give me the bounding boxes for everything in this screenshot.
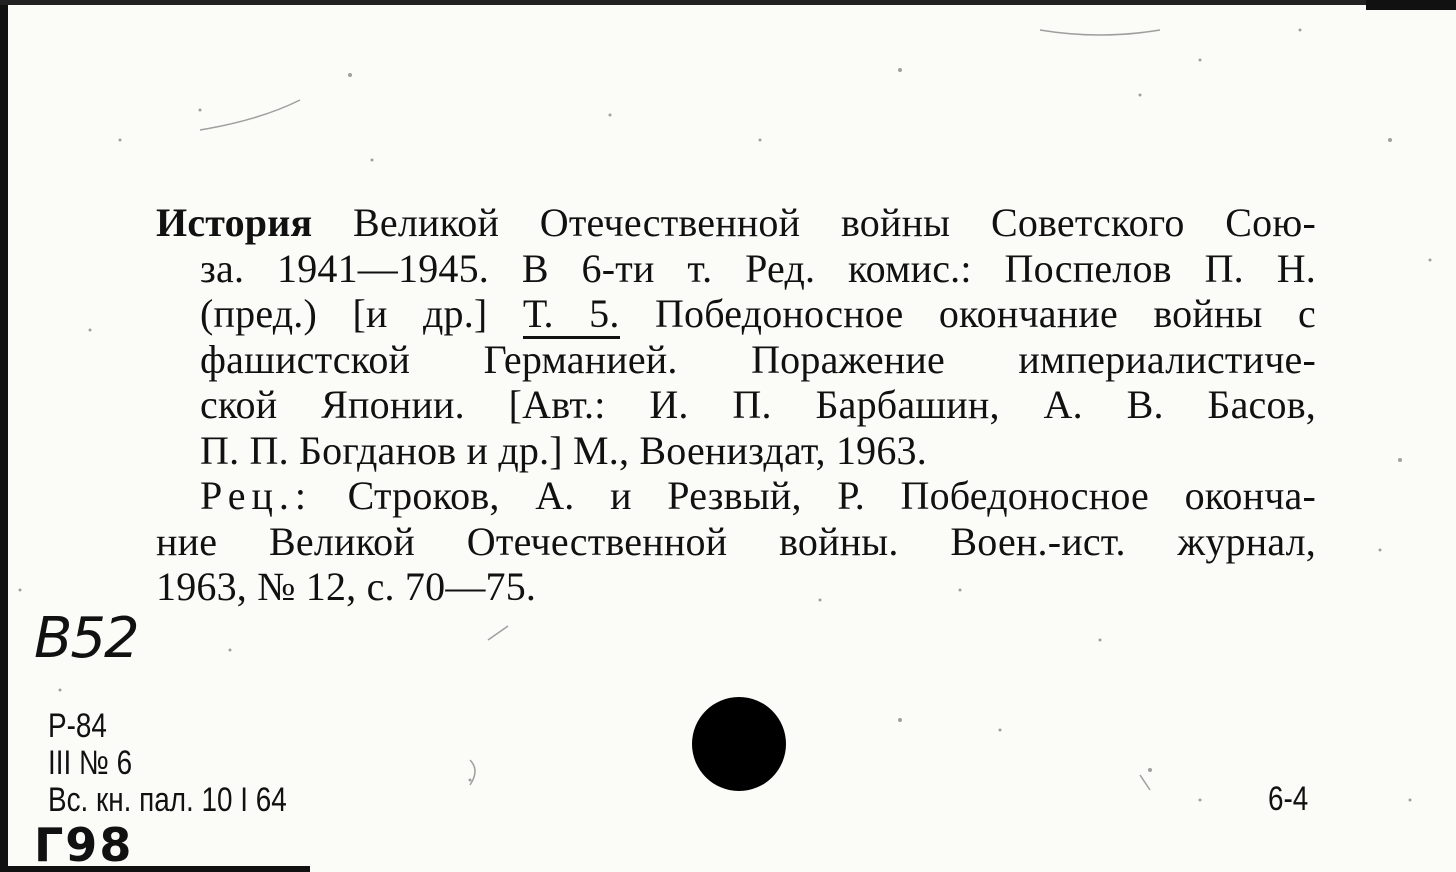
page-code: 6-4 [1268, 780, 1309, 818]
entry-title-rest: Великой Отечественной войны Советского Сою- [312, 200, 1316, 245]
entry-title-word: История [156, 200, 313, 245]
handwritten-shelf-mark: B52 [34, 606, 138, 671]
volume-underlined: Т. 5. [523, 291, 620, 339]
entry-line-4: фашистской Германией. Поражение империалистиче- [200, 336, 1316, 382]
entry-line-1 [156, 200, 1316, 246]
handwritten-code: Г98 [34, 818, 134, 872]
entry-line-6: П. П. Богданов и др.] М., Воениздат, 1963. [200, 427, 927, 473]
meta-line-2: III № 6 [48, 744, 133, 782]
card-metadata [48, 708, 287, 819]
punch-hole [692, 697, 786, 791]
review-line-2: ние Великой Отечественной войны. Воен.-ист. журнал, [156, 518, 1316, 564]
entry-line-5: ской Японии. [Авт.: И. П. Барбашин, А. В. Басов, [200, 382, 1316, 427]
meta-line-1: Р-84 [48, 707, 107, 745]
review-line-1-text: Строков, А. и Резвый, Р. Победоносное оконча- [312, 473, 1316, 518]
entry-line-3-after: Победоносное окончание войны с [619, 291, 1316, 336]
review-line-3: 1963, № 12, с. 70—75. [156, 564, 537, 609]
bibliographic-entry [156, 200, 1316, 610]
entry-line-2: за. 1941—1945. В 6-ти т. Ред. комис.: Поспелов П. Н. [200, 245, 1316, 291]
entry-line-3 [200, 291, 1316, 337]
review-line-1 [200, 473, 1316, 519]
meta-line-3: Вс. кн. пал. 10 I 64 [48, 781, 287, 819]
entry-line-3-before: (пред.) [и др.] [200, 291, 523, 336]
review-label: Рец.: [200, 473, 312, 518]
